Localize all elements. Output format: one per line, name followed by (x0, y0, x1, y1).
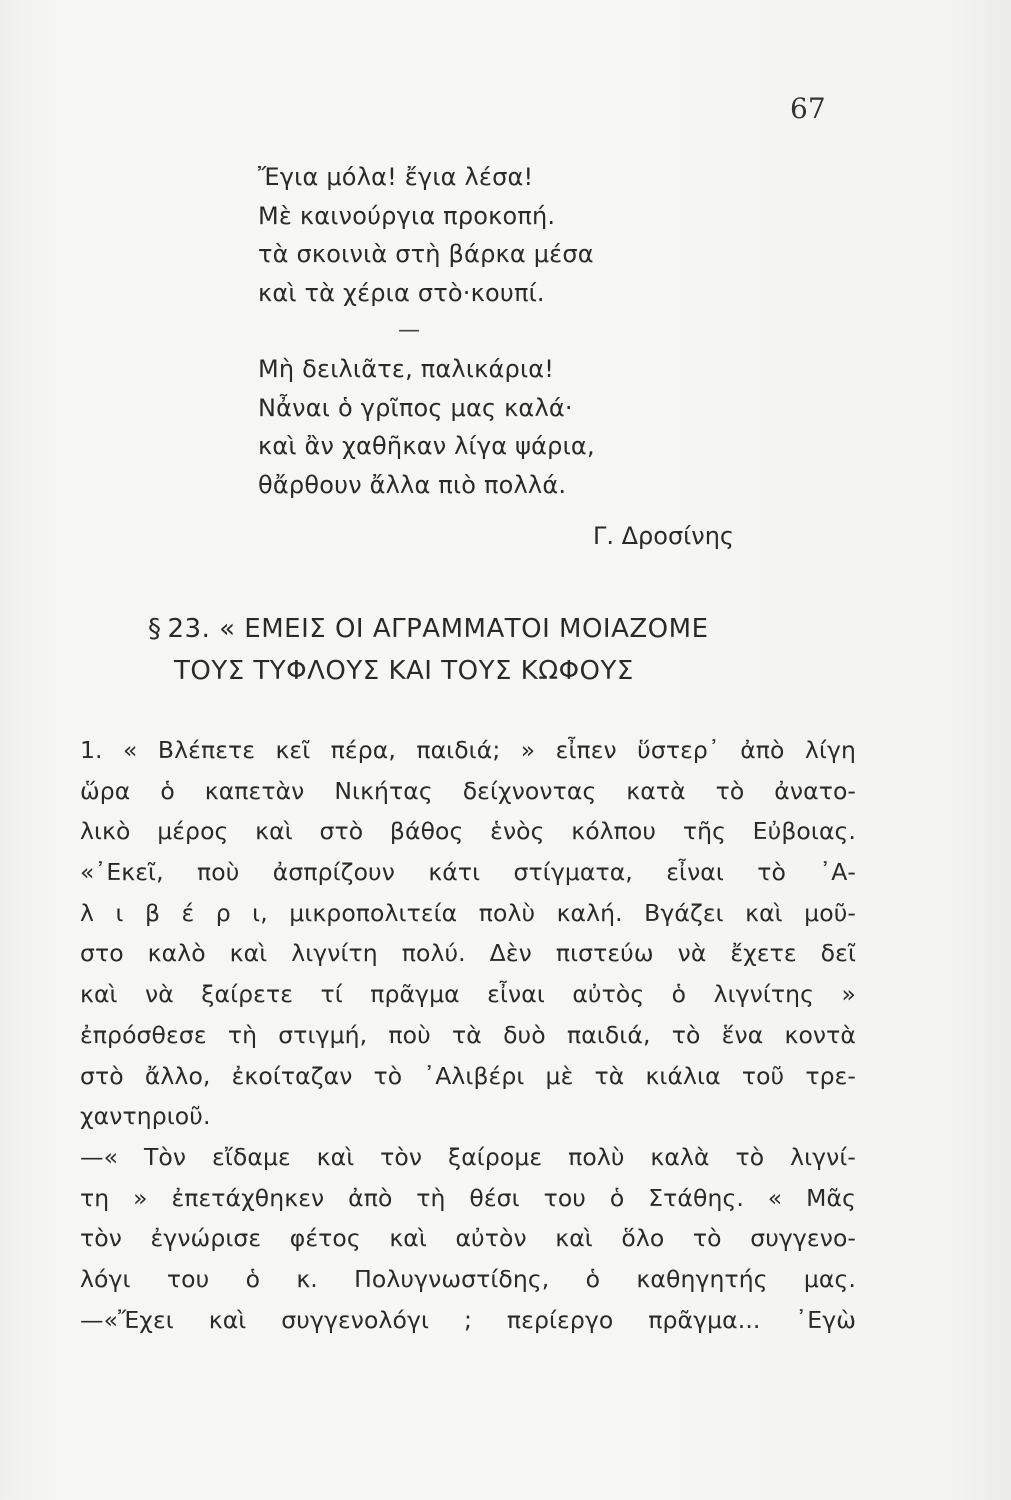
poem-line: καὶ ἂν χαθῆκαν λίγα ψάρια, (258, 432, 595, 460)
text-line: λικὸ μέρος καὶ στὸ βάθος ἑνὸς κόλπου τῆς Εὐβοιας. (80, 817, 856, 846)
text-line: χαντηριοῦ. (80, 1102, 211, 1131)
poem-line: καὶ τὰ χέρια στὸ·κουπί. (258, 278, 545, 307)
poem-line: Ἔγια μόλα! ἔγια λέσα! (258, 163, 534, 191)
text-line: τὸν ἐγνώρισε φέτος καὶ αὐτὸν καὶ ὅλο τὸ συγγενο- (80, 1224, 856, 1253)
poem-line: θἄρθουν ἄλλα πιὸ πολλά. (258, 470, 567, 499)
poem-line: Μὴ δειλιᾶτε, παλικάρια! (258, 355, 555, 383)
text-line: —« Τὸν εἴδαμε καὶ τὸν ξαίρομε πολὺ καλὰ τὸ λιγνί- (80, 1142, 856, 1171)
text-line: λ ι β έ ρ ι, μικροπολιτεία πολὺ καλή. Βγάζει καὶ μοῦ- (80, 898, 856, 927)
section-symbol: § (148, 614, 162, 644)
poem (258, 158, 595, 504)
poem-line: Νἆναι ὁ γρῖπος μας καλά· (258, 393, 573, 422)
text-line: ἐπρόσθεσε τὴ στιγμή, ποὺ τὰ δυὸ παιδιά, τὸ ἕνα κοντὰ (80, 1020, 856, 1049)
body-text (80, 730, 856, 1340)
text-line: τη » ἐπετάχθηκεν ἀπὸ τὴ θέσι του ὁ Στάθης. « Μᾶς (80, 1183, 856, 1212)
text-line: στὸ ἄλλο, ἐκοίταζαν τὸ ᾿Αλιβέρι μὲ τὰ κιάλια τοῦ τρε- (80, 1061, 856, 1090)
poem-line: Μὲ καινούργια προκοπή. (258, 201, 556, 230)
section-heading (148, 614, 808, 698)
section-title-line-2: ΤΟΥΣ ΤΥΦΛΟΥΣ ΚΑΙ ΤΟΥΣ ΚΩΦΟΥΣ (174, 656, 634, 686)
text-line: στο καλὸ καὶ λιγνίτη πολύ. Δὲν πιστεύω νὰ ἔχετε δεῖ (80, 939, 856, 968)
section-number: 23. (167, 614, 211, 644)
stanza-separator: — (398, 318, 421, 343)
page-number: 67 (790, 92, 826, 125)
text-line: καὶ νὰ ξαίρετε τί πρᾶγμα εἶναι αὐτὸς ὁ λιγνίτης » (80, 980, 856, 1009)
poem-line: τὰ σκοινιὰ στὴ βάρκα μέσα (258, 240, 594, 268)
text-line: —«Ἔχει καὶ συγγενολόγι ; περίεργο πρᾶγμα... ᾿Εγὼ (80, 1305, 856, 1334)
poem-author: Γ. Δροσίνης (593, 522, 734, 550)
text-line: «᾿Εκεῖ, ποὺ ἀσπρίζουν κάτι στίγματα, εἶναι τὸ ᾿Α- (80, 858, 856, 887)
text-line: 1. « Βλέπετε κεῖ πέρα, παιδιά; » εἶπεν ὕστερ᾽ ἀπὸ λίγη (80, 736, 856, 764)
text-line: ὥρα ὁ καπετὰν Νικήτας δείχνοντας κατὰ τὸ ἀνατο- (80, 776, 856, 805)
section-heading-line-1 (148, 614, 808, 656)
section-title-line-1: « ΕΜΕΙΣ ΟΙ ΑΓΡΑΜΜΑΤΟΙ ΜΟΙΑΖΟΜΕ (219, 614, 709, 644)
text-line: λόγι του ὁ κ. Πολυγνωστίδης, ὁ καθηγητής μας. (80, 1264, 856, 1293)
